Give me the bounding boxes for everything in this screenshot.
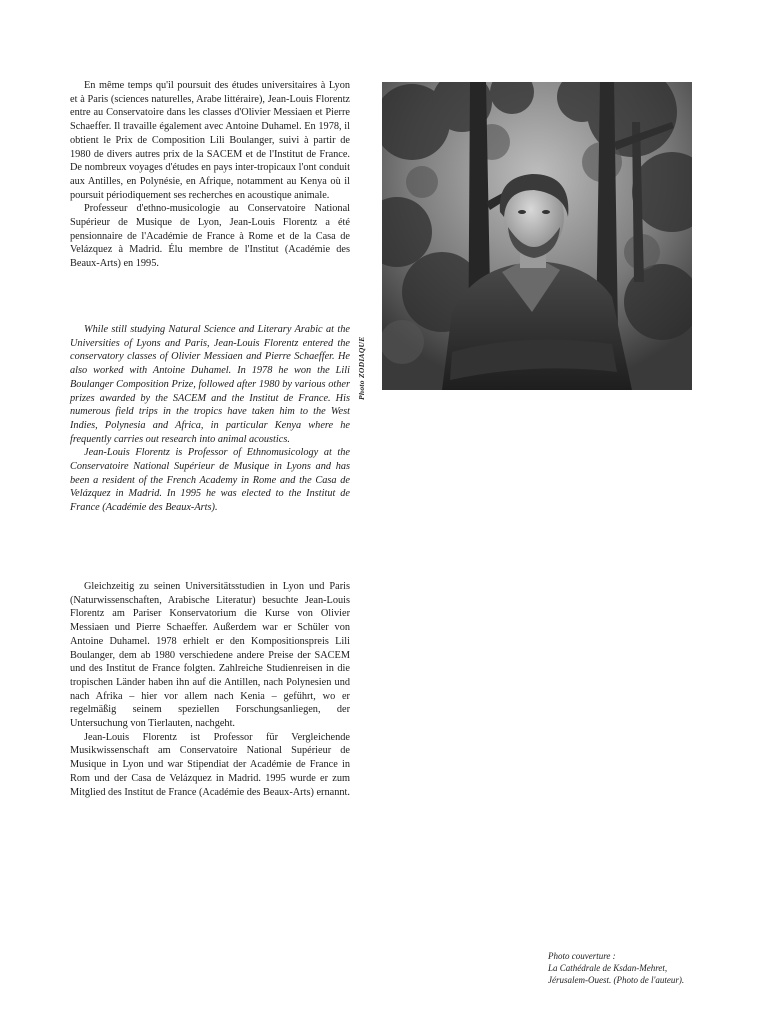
composer-portrait-photo: [382, 82, 692, 390]
german-biography: [70, 580, 350, 799]
german-paragraph-1: Gleichzeitig zu seinen Universitätsstudien in Lyon und Paris (Naturwissenschaften, Arabische Literatur) besuchte Jean-Louis Florentz am Pariser Konservatorium die Kurse von Olivier Messiaen und Pierre Schaeffer. Außerdem war er Schüler von Antoine Duhamel. 1978 erhielt er den Kompositionspreis Lili Boulanger, dem ab 1980 verschiedene andere Preise der SACEM und des Institut de France folgten. Zahlreiche Studienreisen in die tropischen Länder haben ihn auf die Antillen, nach Polynesien und nach Afrika – hier vor allem nach Kenia – geführt, wo er regelmäßig seinem speziellen Forschungsanliegen, der Untersuchung von Tierlauten, nachgeht.: [70, 581, 350, 730]
english-paragraph-2: Jean-Louis Florentz is Professor of Ethnomusicology at the Conservatoire National Supérieur de Musique in Lyons and has been a resident of the French Academy in Rome and the Casa de Velázquez in Madrid. In 1995 he was elected to the Institut de France (Académie des Beaux-Arts).: [70, 447, 350, 514]
english-paragraph-1: While still studying Natural Science and Literary Arabic at the Universities of Lyons and Paris, Jean-Louis Florentz entered the conservatory classes of Olivier Messiaen and Pierre Schaeffer. He also worked with Antoine Duhamel. In 1978 he won the Lili Boulanger Composition Prize, followed after 1980 by various other prizes awarded by the SACEM and the Institut de France. His numerous field trips in the tropics have taken him to the West Indies, Polynesia and Africa, in particular Kenya where he frequently carries out research into animal acoustics.: [70, 324, 350, 445]
photo-credit: Photo ZODIAQUE: [357, 336, 366, 400]
cover-caption-line-2: La Cathédrale de Ksdan-Mehret,: [548, 963, 668, 973]
cover-photo-caption: [548, 950, 748, 986]
french-paragraph-2: Professeur d'ethno-musicologie au Conservatoire National Supérieur de Musique de Lyon, Jean-Louis Florentz a été pensionnaire de l'Académie de France à Rome et de la Casa de Velázquez à Madrid. Élu membre de l'Institut (Académie des Beaux-Arts) en 1995.: [70, 203, 350, 270]
french-paragraph-1: En même temps qu'il poursuit des études universitaires à Lyon et à Paris (sciences naturelles, Arabe littéraire), Jean-Louis Florentz entre au Conservatoire dans les classes d'Olivier Messiaen et Pierre Schaeffer. Il travaille également avec Antoine Duhamel. En 1978, il obtient le Prix de Composition Lili Boulanger, suivi à partir de 1980 de divers autres prix de la SACEM et de l'Institut de France. De nombreux voyages d'études en pays inter-tropicaux l'ont conduit aux Antilles, en Polynésie, en Afrique, notamment au Kenya où il poursuit périodiquement ses recherches en acoustique animale.: [70, 80, 350, 201]
english-biography: [70, 323, 350, 515]
german-paragraph-2: Jean-Louis Florentz ist Professor für Vergleichende Musikwissenschaft am Conservatoire National Supérieur de Musique in Lyon und war Stipendiat der Académie de France in Rom und der Casa de Velázquez in Madrid. 1995 wurde er zum Mitglied des Institut de France (Académie des Beaux-Arts) ernannt.: [70, 731, 350, 798]
cover-caption-line-1: Photo couverture :: [548, 951, 616, 961]
french-biography: [70, 79, 350, 271]
cover-caption-line-3: Jérusalem-Ouest. (Photo de l'auteur).: [548, 975, 685, 985]
